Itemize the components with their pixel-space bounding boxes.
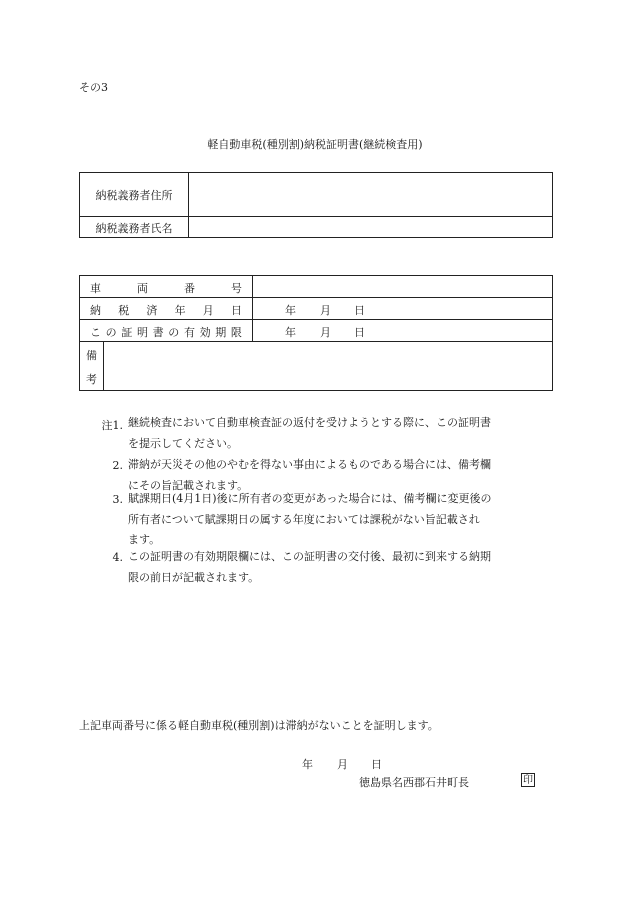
taxpayer-column-divider (188, 173, 189, 237)
remarks-label-bottom: 考 (86, 373, 97, 386)
note-4-text: この証明書の有効期限欄には、この証明書の交付後、最初に到来する納期 限の前日が記載されます。 (128, 550, 491, 584)
vehicle-row-divider-2 (80, 319, 552, 320)
note-4-number: 4. (112, 551, 123, 564)
payment-date-month: 月 (320, 304, 331, 317)
vehicle-table (79, 275, 553, 391)
note-2-text: 滞納が天災その他のやむを得ない事由によるものである場合には、備考欄 にその旨記載されます。 (128, 458, 491, 492)
remarks-column-divider (103, 341, 104, 390)
note-3-number: 3. (112, 493, 123, 506)
vehicle-column-divider (252, 276, 253, 341)
vehicle-row-divider-3 (80, 341, 552, 342)
validity-label: こ の 証 明 書 の 有 効 期 限 (90, 326, 242, 339)
validity-month: 月 (320, 326, 331, 339)
note-3-text: 賦課期日(4月1日)後に所有者の変更があった場合には、備考欄に変更後の 所有者について賦課期日の属する年度においては課税がない旨記載され ます。 (128, 492, 492, 546)
note-1-number: 注1. (101, 419, 123, 432)
taxpayer-address-label: 納税義務者住所 (95, 189, 173, 202)
issue-date-year: 年 (302, 758, 313, 771)
document-title: 軽自動車税(種別割)納税証明書(継続検査用) (207, 138, 423, 151)
certification-text: 上記車両番号に係る軽自動車税(種別割)は滞納がないことを証明します。 (79, 719, 439, 732)
vehicle-row-divider-1 (80, 297, 552, 298)
payment-date-day: 日 (354, 304, 365, 317)
taxpayer-table (79, 172, 553, 238)
payment-date-label: 納 税 済 年 月 日 (90, 304, 242, 317)
remarks-label-top: 備 (86, 349, 97, 362)
plate-number-label: 車 両 番 号 (90, 282, 242, 295)
payment-date-year: 年 (285, 304, 296, 317)
seal-mark: 印 (523, 775, 533, 786)
note-1-text: 継続検査において自動車検査証の返付を受けようとする際に、この証明書 を提示してください。 (128, 416, 491, 450)
validity-day: 日 (354, 326, 365, 339)
issuer-name: 徳島県名西郡石井町長 (359, 776, 469, 789)
taxpayer-row-divider (80, 216, 552, 217)
issue-date-day: 日 (371, 758, 382, 771)
issue-date-month: 月 (337, 758, 348, 771)
validity-year: 年 (285, 326, 296, 339)
taxpayer-name-label: 納税義務者氏名 (95, 222, 173, 235)
note-2-number: 2. (112, 459, 123, 472)
document-number: その3 (79, 81, 108, 94)
